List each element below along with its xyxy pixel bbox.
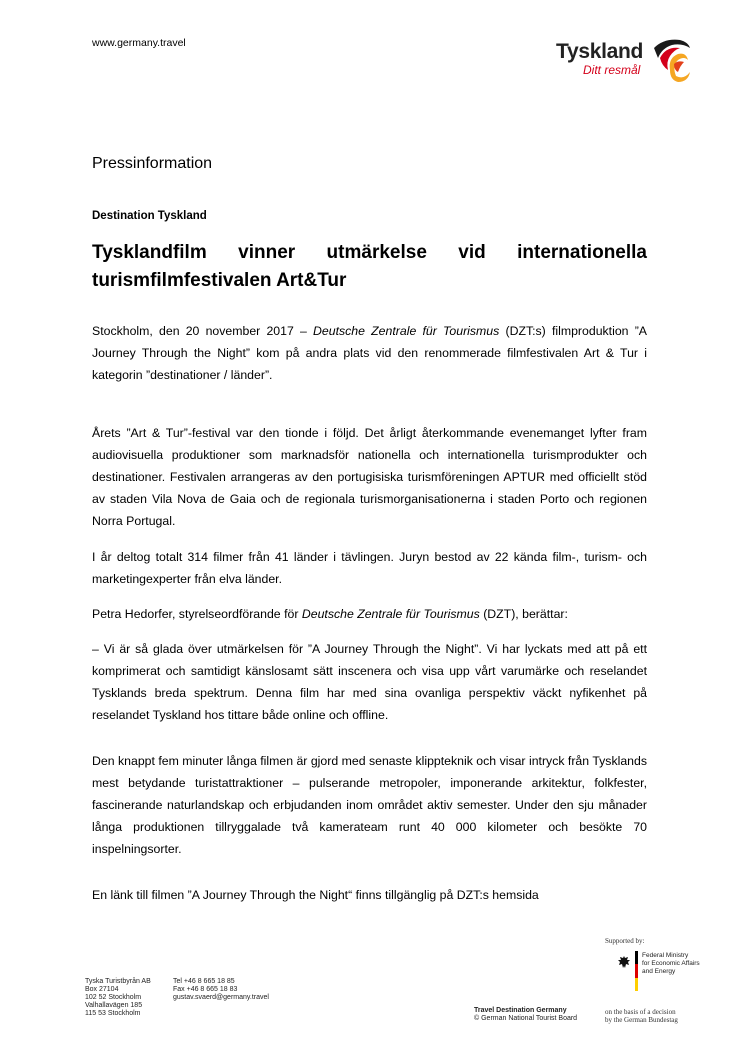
- email-link[interactable]: gustav.svaerd@germany.travel: [173, 994, 269, 1001]
- kicker: Destination Tyskland: [92, 210, 207, 222]
- address-line: 102 52 Stockholm: [85, 994, 142, 1001]
- p1-text-b: (DZT:s) filmproduktion ”A Journey Through the Night” kom på andra plats vid den renommerade filmfestivalen Art & Tur i kategorin ”destinationer / länder”.: [92, 324, 647, 382]
- address-line: Box 27104: [85, 986, 119, 993]
- logo-title: Tyskland: [556, 40, 644, 63]
- german-flag-bar: [635, 951, 638, 991]
- paragraph-6: [92, 750, 647, 860]
- ministry-line: and Energy: [642, 968, 676, 975]
- p1-emphasis: Deutsche Zentrale für Tourismus: [313, 324, 500, 338]
- paragraph-4: [92, 603, 647, 625]
- ministry-name: [642, 952, 700, 976]
- bundestag-decision: [605, 1008, 678, 1024]
- federal-eagle-icon: [617, 955, 631, 969]
- headline: Tysklandfilm vinner utmärkelse vid internationella turismfilmfestivalen Art&Tur: [92, 242, 647, 291]
- tdg-subtitle: © German National Tourist Board: [474, 1015, 578, 1022]
- p6-text: Den knappt fem minuter långa filmen är gjord med senaste klippteknik och visar intryck från Tysklands mest betydande turistattraktioner – pulserande metropoler, imponerande arkitektur, folkfester, fascinerande naturlandskap och erbjudanden inom området aktiv semester. Under den sju månader långa produktionen tillryggalade två kamerateam runt 40 000 kilometer och besökte 70 inspelningsorter.: [92, 754, 647, 856]
- paragraph-7: [92, 884, 647, 906]
- p5-text: – Vi är så glada över utmärkelsen för ”A Journey Through the Night”. Vi har lyckats med att på ett komprimerat och samtidigt känslosamt sätt inscenera och visa upp vårt varumärke och reselandet Tysklands breda spektrum. Denna film har med sina ovanliga perspektiv väckt nyfikenhet på reselandet Tyskland hos tittare både online och offline.: [92, 642, 647, 722]
- paragraph-2: [92, 422, 647, 532]
- footer-address: [85, 978, 151, 1018]
- supported-by: Supported by:: [605, 937, 645, 945]
- document-type: Pressinformation: [92, 155, 213, 172]
- ministry-line: for Economic Affairs: [642, 960, 700, 967]
- p4-text-a: Petra Hedorfer, styrelseordförande för: [92, 607, 302, 621]
- address-line: 115 53 Stockholm: [85, 1010, 141, 1017]
- address-line: Tyska Turistbyrån AB: [85, 978, 151, 985]
- travel-destination-germany: [474, 1007, 577, 1023]
- logo-subtitle: Ditt resmål: [583, 63, 641, 77]
- ministry-line: Federal Ministry: [642, 952, 689, 959]
- p4-emphasis: Deutsche Zentrale für Tourismus: [301, 607, 480, 621]
- tdg-title: Travel Destination Germany: [474, 1007, 567, 1014]
- bmwi-logo: [605, 937, 705, 1032]
- fax: Fax +46 8 665 18 83: [173, 986, 238, 993]
- tyskland-bird-logo-icon: [650, 36, 692, 86]
- p3-text: I år deltog totalt 314 filmer från 41 länder i tävlingen. Juryn bestod av 22 kända film-, turism- och marketingexperter från elva länder.: [92, 550, 647, 586]
- website-url[interactable]: www.germany.travel: [92, 37, 186, 49]
- p2-text: Årets ”Art & Tur”-festival var den tionde i följd. Det årligt återkommande evenemanget lyfter fram audiovisuella produktioner som marknadsför nationella och internationella turismprodukter och destinationer. Festivalen arrangeras av den portugisiska turismföreningen APTUR med officiellt stöd av staden Vila Nova de Gaia och de regionala turismorganisationerna i staden Porto och regionen Norra Portugal.: [92, 426, 647, 528]
- paragraph-1: [92, 320, 647, 386]
- p7-text: En länk till filmen ”A Journey Through the Night“ finns tillgänglig på DZT:s hemsida: [92, 888, 539, 902]
- basis-line: by the German Bundestag: [605, 1016, 678, 1024]
- footer-contact: [173, 978, 269, 1002]
- p1-text-a: Stockholm, den 20 november 2017 –: [92, 324, 314, 338]
- p4-text-b: (DZT), berättar:: [479, 607, 568, 621]
- paragraph-5-quote: [92, 638, 647, 726]
- address-line: Valhallavägen 185: [85, 1002, 143, 1009]
- paragraph-3: [92, 546, 647, 590]
- tyskland-logo: [552, 36, 692, 88]
- basis-line: on the basis of a decision: [605, 1008, 676, 1016]
- phone: Tel +46 8 665 18 85: [173, 978, 235, 985]
